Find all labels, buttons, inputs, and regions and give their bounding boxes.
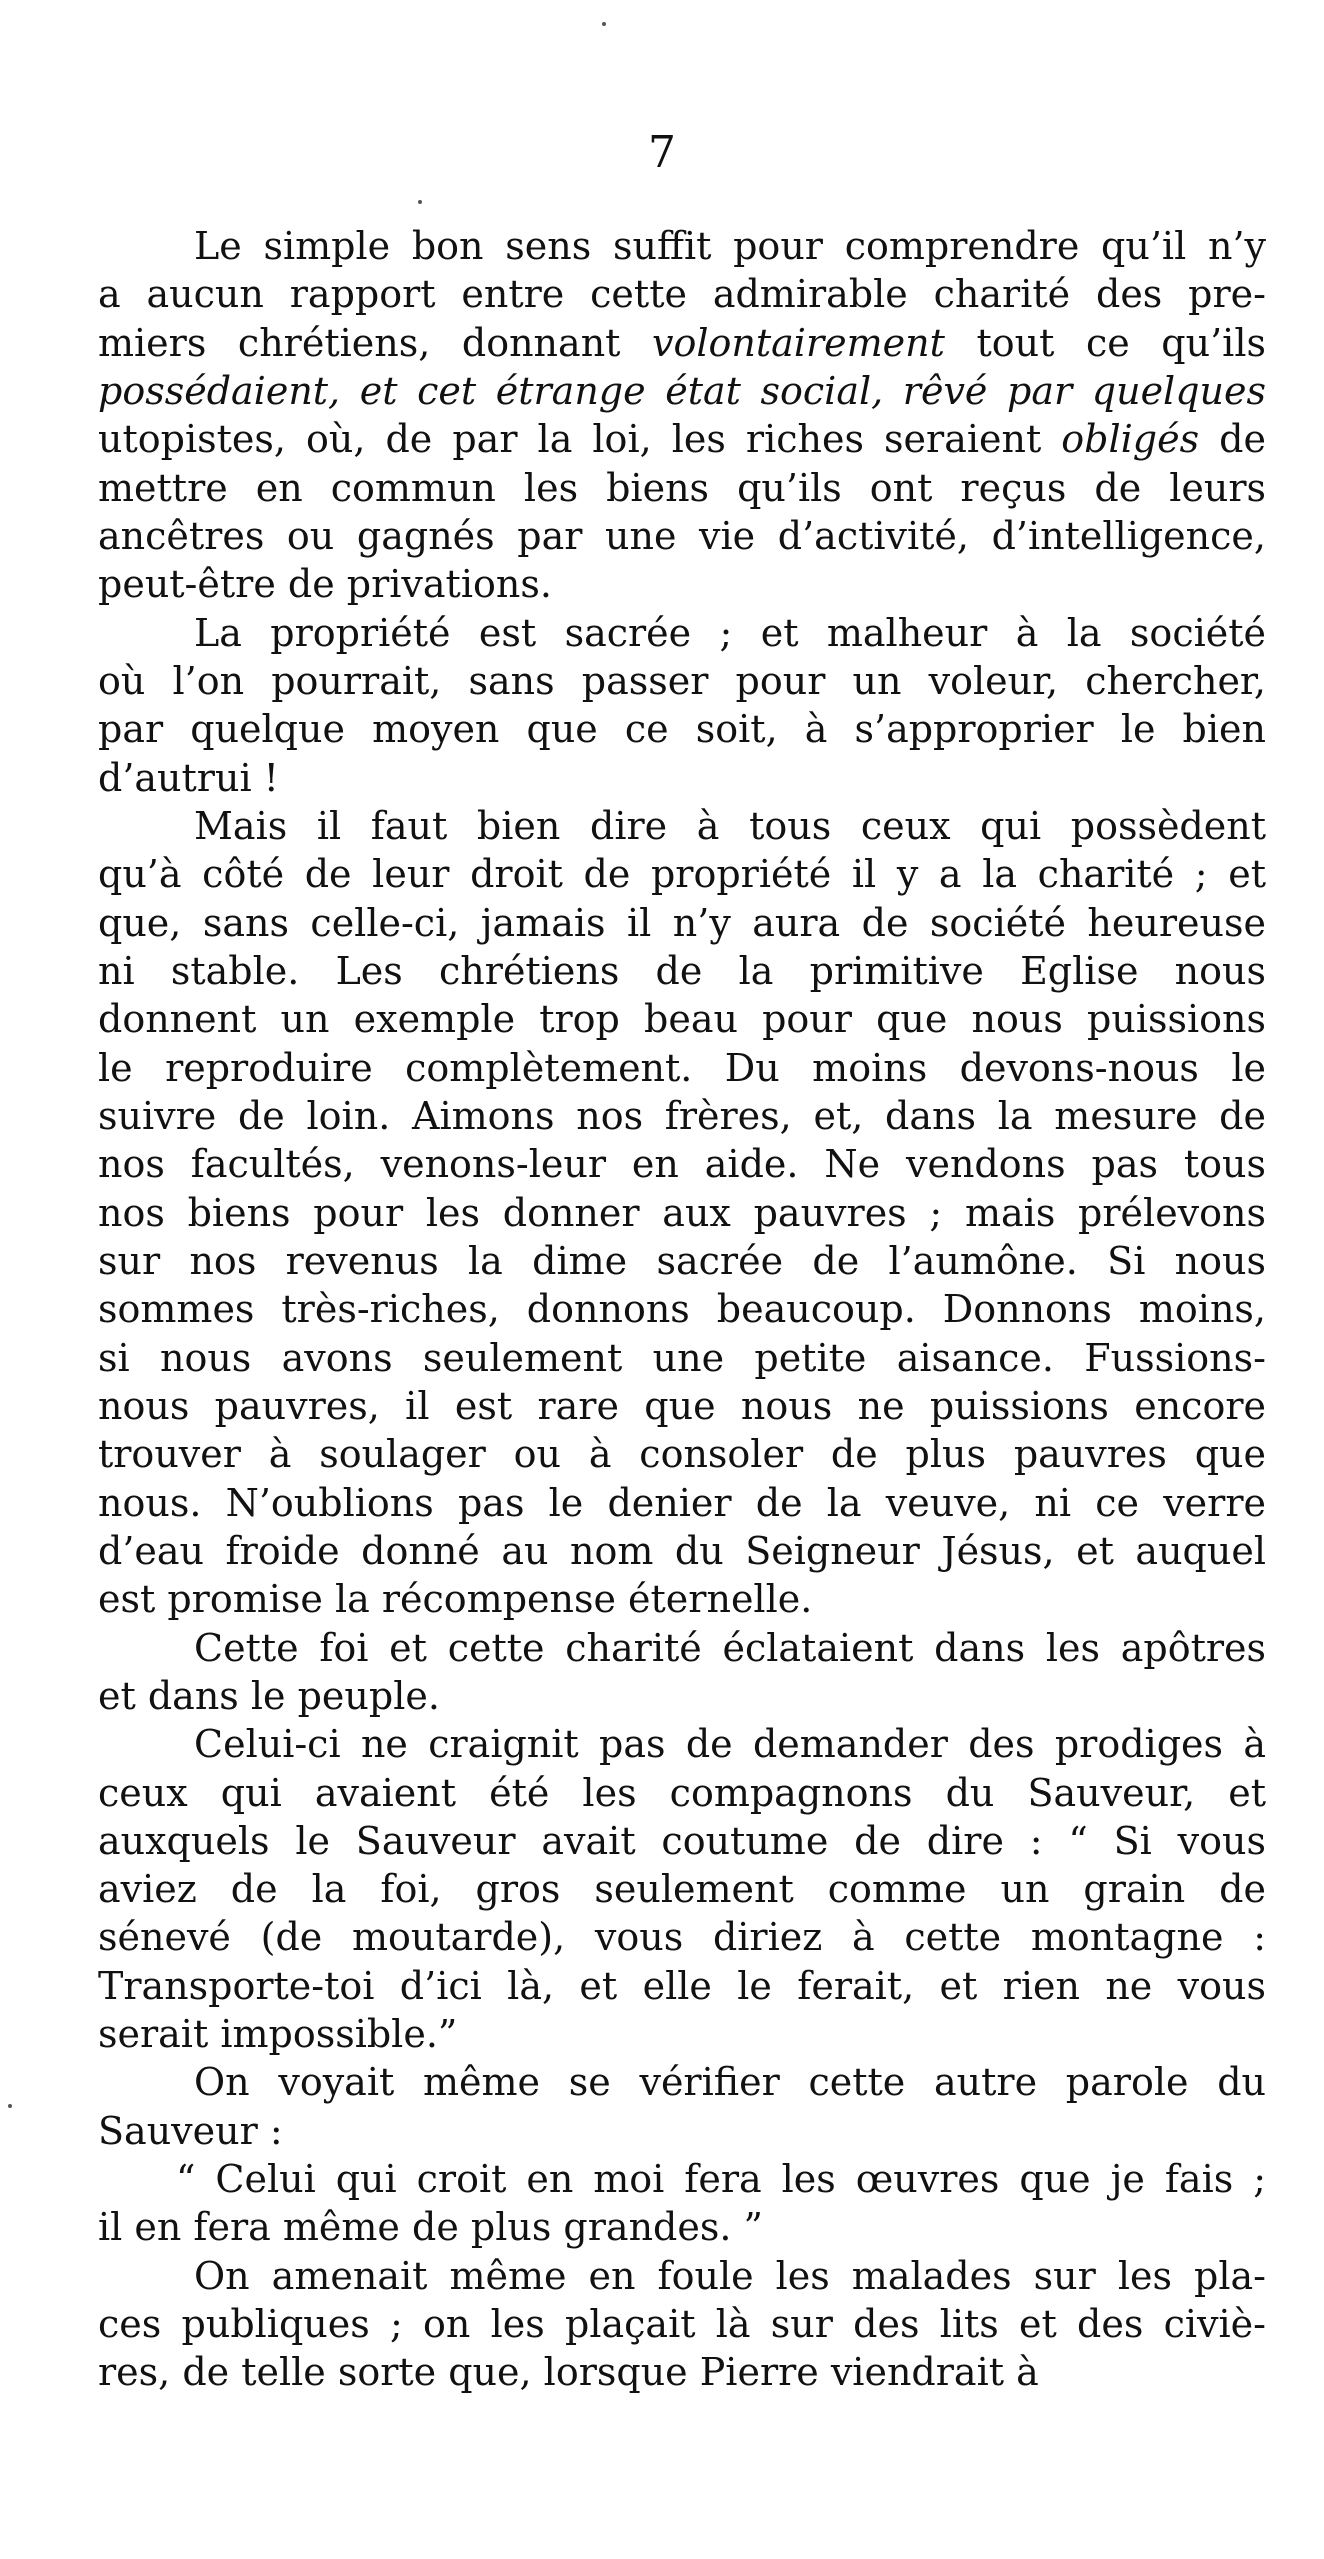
text-segment: de bbox=[1199, 417, 1266, 462]
text-line bbox=[98, 1430, 1266, 1478]
paragraph bbox=[98, 1720, 1266, 2058]
text-segment: On amenait même en foule les malades sur les pla- bbox=[194, 2253, 1266, 2298]
text-line bbox=[98, 2203, 1266, 2251]
text-line bbox=[98, 1624, 1266, 1672]
text-segment: sénevé (de moutarde), vous diriez à cette montagne : bbox=[98, 1915, 1266, 1960]
paragraph bbox=[98, 2252, 1266, 2397]
text-line bbox=[98, 947, 1266, 995]
body-text bbox=[98, 222, 1266, 2397]
text-segment: peut-être de privations. bbox=[98, 562, 552, 607]
text-segment: nous pauvres, il est rare que nous ne puissions encore bbox=[98, 1383, 1266, 1428]
text-line bbox=[98, 270, 1266, 318]
text-line bbox=[98, 705, 1266, 753]
text-segment: d’eau froide donné au nom du Seigneur Jésus, et auquel bbox=[98, 1528, 1266, 1573]
text-line bbox=[98, 367, 1266, 415]
text-segment: ancêtres ou gagnés par une vie d’activité, d’intelligence, bbox=[98, 513, 1266, 558]
text-segment: La propriété est sacrée ; et malheur à la société bbox=[194, 610, 1266, 655]
paragraph bbox=[98, 1624, 1266, 1721]
text-line bbox=[98, 2107, 1266, 2155]
paragraph bbox=[98, 2058, 1266, 2155]
italic-text: obligés bbox=[1061, 417, 1200, 462]
text-line bbox=[98, 319, 1266, 367]
text-segment: ni stable. Les chrétiens de la primitive Eglise nous bbox=[98, 948, 1266, 993]
text-line bbox=[98, 1720, 1266, 1768]
text-segment: que, sans celle-ci, jamais il n’y aura de société heureuse bbox=[98, 900, 1266, 945]
text-line bbox=[98, 2300, 1266, 2348]
text-segment: utopistes, où, de par la loi, les riches seraient bbox=[98, 417, 1062, 462]
text-line bbox=[98, 415, 1266, 463]
text-segment: miers chrétiens, donnant bbox=[98, 320, 653, 365]
text-segment: où l’on pourrait, sans passer pour un voleur, chercher, bbox=[98, 658, 1266, 703]
text-segment: d’autrui ! bbox=[98, 755, 279, 800]
text-segment: aviez de la foi, gros seulement comme un grain de bbox=[98, 1867, 1266, 1912]
text-segment: On voyait même se vérifier cette autre parole du bbox=[194, 2060, 1266, 2105]
paragraph bbox=[98, 222, 1266, 609]
text-segment: Sauveur : bbox=[98, 2108, 283, 2153]
text-segment: qu’à côté de leur droit de propriété il y a la charité ; et bbox=[98, 852, 1266, 897]
text-line bbox=[98, 1092, 1266, 1140]
text-segment: par quelque moyen que ce soit, à s’approprier le bien bbox=[98, 707, 1266, 752]
text-line bbox=[98, 1334, 1266, 1382]
text-segment: trouver à soulager ou à consoler de plus pauvres que bbox=[98, 1432, 1266, 1477]
text-segment: ces publiques ; on les plaçait là sur des lits et des civiè- bbox=[98, 2302, 1266, 2347]
text-line bbox=[98, 1865, 1266, 1913]
print-speck bbox=[602, 22, 606, 26]
text-line bbox=[98, 1672, 1266, 1720]
paragraph bbox=[98, 2155, 1266, 2252]
text-segment: tout ce qu’ils bbox=[944, 320, 1266, 365]
text-segment: si nous avons seulement une petite aisance. Fussions- bbox=[98, 1335, 1266, 1380]
paragraph bbox=[98, 802, 1266, 1624]
text-segment: ceux qui avaient été les compagnons du Sauveur, et bbox=[98, 1770, 1266, 1815]
text-line bbox=[98, 1044, 1266, 1092]
text-line bbox=[98, 995, 1266, 1043]
text-line bbox=[98, 754, 1266, 802]
text-line bbox=[98, 1382, 1266, 1430]
text-line bbox=[98, 560, 1266, 608]
text-segment: il en fera même de plus grandes. ” bbox=[98, 2205, 763, 2250]
print-speck bbox=[8, 2104, 12, 2108]
text-line bbox=[98, 609, 1266, 657]
text-line bbox=[98, 1769, 1266, 1817]
text-line bbox=[98, 2252, 1266, 2300]
text-segment: serait impossible.” bbox=[98, 2012, 458, 2057]
text-segment: Le simple bon sens suffit pour comprendre qu’il n’y bbox=[194, 224, 1266, 268]
text-line bbox=[98, 1285, 1266, 1333]
text-line bbox=[98, 1479, 1266, 1527]
text-segment: Transporte-toi d’ici là, et elle le ferait, et rien ne vous bbox=[98, 1963, 1266, 2008]
text-line bbox=[98, 802, 1266, 850]
text-segment: “ Celui qui croit en moi fera les œuvres que je fais ; bbox=[176, 2157, 1266, 2202]
italic-text: volontairement bbox=[652, 320, 945, 365]
page-number: 7 bbox=[648, 127, 676, 178]
text-segment: et dans le peuple. bbox=[98, 1673, 440, 1718]
text-line bbox=[98, 850, 1266, 898]
text-line bbox=[98, 899, 1266, 947]
text-segment: mettre en commun les biens qu’ils ont reçus de leurs bbox=[98, 465, 1266, 510]
text-line bbox=[98, 2058, 1266, 2106]
text-line bbox=[98, 1817, 1266, 1865]
text-line bbox=[98, 2155, 1266, 2203]
text-segment: suivre de loin. Aimons nos frères, et, dans la mesure de bbox=[98, 1093, 1266, 1138]
text-segment: donnent un exemple trop beau pour que nous puissions bbox=[98, 997, 1266, 1042]
text-segment: Celui-ci ne craignit pas de demander des prodiges à bbox=[194, 1722, 1266, 1767]
text-segment: sur nos revenus la dime sacrée de l’aumône. Si nous bbox=[98, 1238, 1266, 1283]
text-line bbox=[98, 2010, 1266, 2058]
text-line bbox=[98, 222, 1266, 270]
text-segment: le reproduire complètement. Du moins devons-nous le bbox=[98, 1045, 1266, 1090]
text-line bbox=[98, 1575, 1266, 1623]
text-line bbox=[98, 1237, 1266, 1285]
text-segment: est promise la récompense éternelle. bbox=[98, 1577, 813, 1622]
text-segment: nos facultés, venons-leur en aide. Ne vendons pas tous bbox=[98, 1142, 1266, 1187]
text-line bbox=[98, 2348, 1266, 2396]
text-line bbox=[98, 464, 1266, 512]
text-segment: nos biens pour les donner aux pauvres ; mais prélevons bbox=[98, 1190, 1266, 1235]
text-line bbox=[98, 1527, 1266, 1575]
text-segment: a aucun rapport entre cette admirable charité des pre- bbox=[98, 272, 1266, 317]
text-segment: res, de telle sorte que, lorsque Pierre viendrait à bbox=[98, 2350, 1039, 2395]
print-speck bbox=[418, 200, 422, 204]
text-line bbox=[98, 1962, 1266, 2010]
text-segment: Cette foi et cette charité éclataient dans les apôtres bbox=[194, 1625, 1266, 1670]
text-segment: Mais il faut bien dire à tous ceux qui possèdent bbox=[194, 803, 1266, 848]
text-line bbox=[98, 1913, 1266, 1961]
text-segment: auxquels le Sauveur avait coutume de dire : “ Si vous bbox=[98, 1818, 1266, 1863]
text-line bbox=[98, 1140, 1266, 1188]
text-line bbox=[98, 512, 1266, 560]
text-segment: sommes très-riches, donnons beaucoup. Donnons moins, bbox=[98, 1287, 1266, 1332]
italic-text: possédaient, et cet étrange état social, rêvé par quelques bbox=[98, 368, 1266, 413]
text-line bbox=[98, 657, 1266, 705]
text-line bbox=[98, 1189, 1266, 1237]
paragraph bbox=[98, 609, 1266, 802]
text-segment: nous. N’oublions pas le denier de la veuve, ni ce verre bbox=[98, 1480, 1266, 1525]
